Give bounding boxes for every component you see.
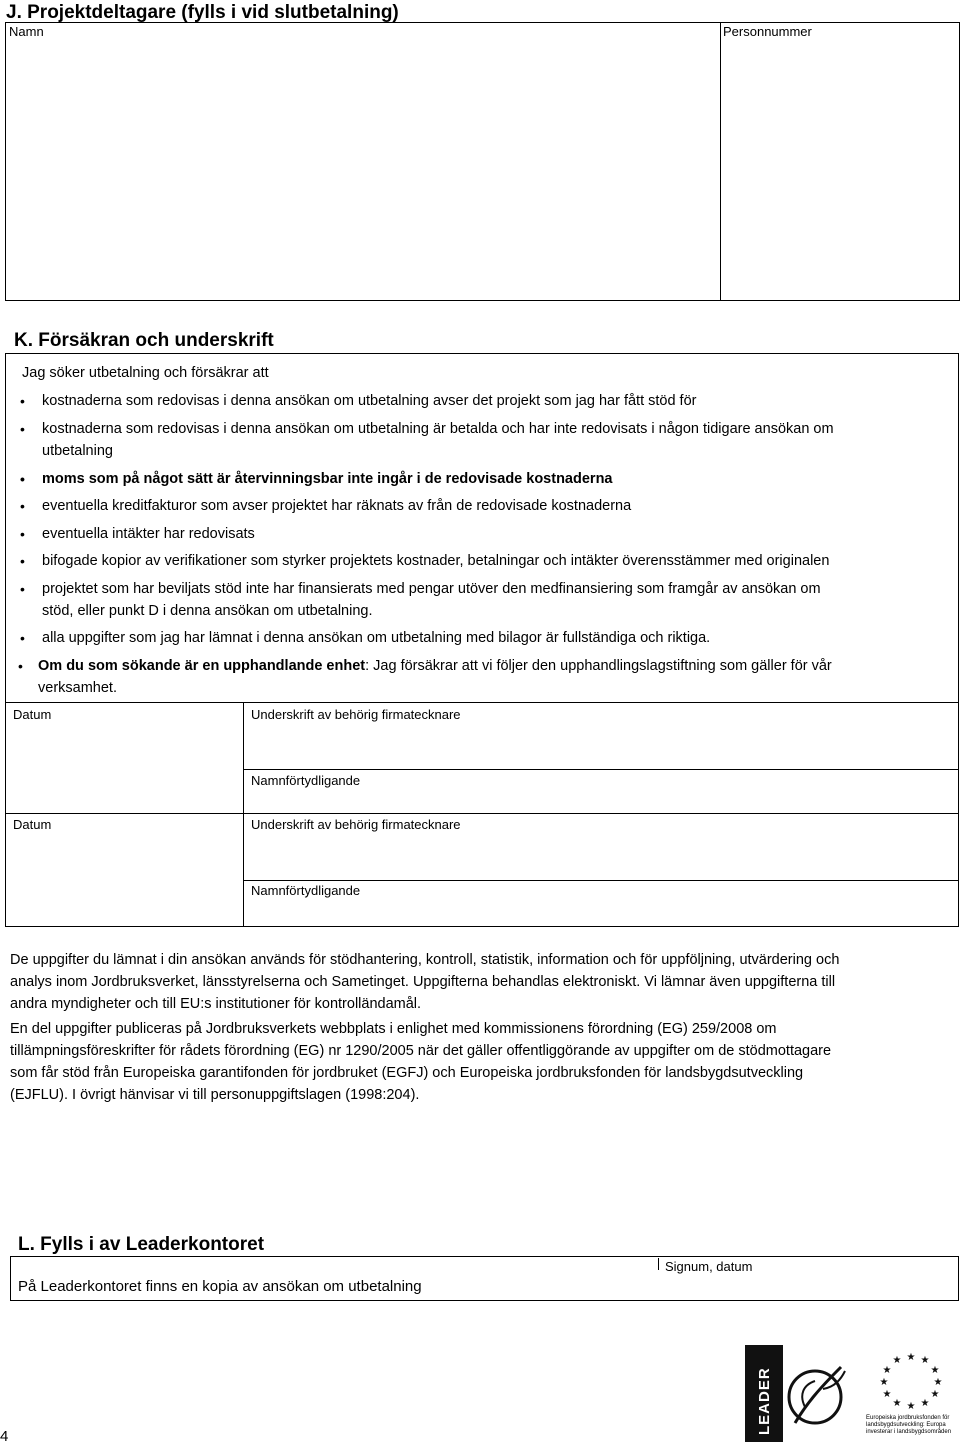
signum-marker [658, 1258, 659, 1270]
svg-text:★: ★ [892, 1355, 902, 1366]
eu-stars-icon [866, 1350, 956, 1410]
bullet-icon: • [20, 553, 25, 569]
bullet-icon: • [20, 630, 25, 646]
publication-paragraph: En del uppgifter publiceras på Jordbruksverkets webbplats i enlighet med kommissionens förordning (EG) 259/2008 om tillämpningsföreskrifter för rådets förordning (EG) nr 1290/2005 när det gäller offentliggörande av uppgifter om de stödmottagare som får stöd från Europeiska garantifonden för jordbruket (EGFJ) och Europeiska jordbruksfonden för landsbygdsutveckling (EJFLU). I övrigt hänvisar vi till personuppgiftslagen (1998:204). [10, 1021, 832, 1103]
svg-text:★: ★ [906, 1401, 916, 1410]
signature-area-top-divider [5, 702, 959, 703]
svg-text:★: ★ [920, 1355, 930, 1366]
svg-text:★: ★ [930, 1389, 940, 1400]
leader-logo-icon [745, 1345, 855, 1442]
svg-text:★: ★ [906, 1352, 916, 1363]
bullet-icon: • [20, 526, 25, 542]
svg-text:★: ★ [882, 1365, 892, 1376]
svg-text:★: ★ [879, 1377, 889, 1388]
name-clarification-divider [243, 769, 959, 770]
leader-copy-text: På Leaderkontoret finns en kopia av ansökan om utbetalning [18, 1278, 422, 1295]
bullet-icon: • [20, 498, 25, 514]
svg-text:★: ★ [920, 1398, 930, 1409]
svg-text:★: ★ [930, 1365, 940, 1376]
participants-table [5, 22, 960, 301]
bullet-icon: • [20, 581, 25, 597]
section-l-title: L. Fylls i av Leaderkontoret [18, 1234, 265, 1255]
signum-label: Signum, datum [665, 1259, 753, 1274]
signature-row-divider [5, 813, 959, 814]
svg-text:★: ★ [933, 1377, 943, 1388]
bullet-icon: • [20, 393, 25, 409]
section-k-title: K. Försäkran och underskrift [14, 330, 274, 351]
page-number: 4 [0, 1428, 9, 1445]
bullet-icon: • [18, 658, 23, 674]
section-j-title: J. Projektdeltagare (fylls i vid slutbetalning) [6, 2, 399, 23]
date-label: Datum [13, 817, 52, 832]
signature-column-divider [243, 702, 244, 927]
svg-text:★: ★ [882, 1389, 892, 1400]
svg-text:★: ★ [892, 1398, 902, 1409]
eu-logo-caption: Europeiska jordbruksfonden för landsbygdsutveckling: Europa investerar i landsbygdsområden [866, 1415, 952, 1435]
bullet-icon: • [20, 471, 25, 487]
name-clarification-divider [243, 880, 959, 881]
eu-logo [866, 1350, 956, 1442]
leader-logo [745, 1345, 855, 1442]
leader-logo-text: LEADER [756, 1367, 773, 1435]
name-clarification-label: Namnförtydligande [251, 883, 361, 898]
privacy-paragraph: De uppgifter du lämnat i din ansökan används för stödhantering, kontroll, statistik, information och för uppföljning, utvärdering och analys inom Jordbruksverket, länsstyrelserna och Sametinget. Uppgifterna behandlas elektroniskt. Vi lämnar även uppgifterna till andra myndigheter och till EU:s institutioner för kontrolländamål. [10, 952, 840, 1012]
declaration-intro: Jag söker utbetalning och försäkrar att [22, 365, 269, 381]
personnummer-column-label: Personnummer [723, 24, 812, 39]
bullet-icon: • [20, 421, 25, 437]
signature-label: Underskrift av behörig firmatecknare [251, 707, 461, 722]
participants-column-divider [720, 22, 721, 301]
name-clarification-label: Namnförtydligande [251, 773, 361, 788]
name-column-label: Namn [9, 24, 44, 39]
signature-label: Underskrift av behörig firmatecknare [251, 817, 461, 832]
date-label: Datum [13, 707, 52, 722]
